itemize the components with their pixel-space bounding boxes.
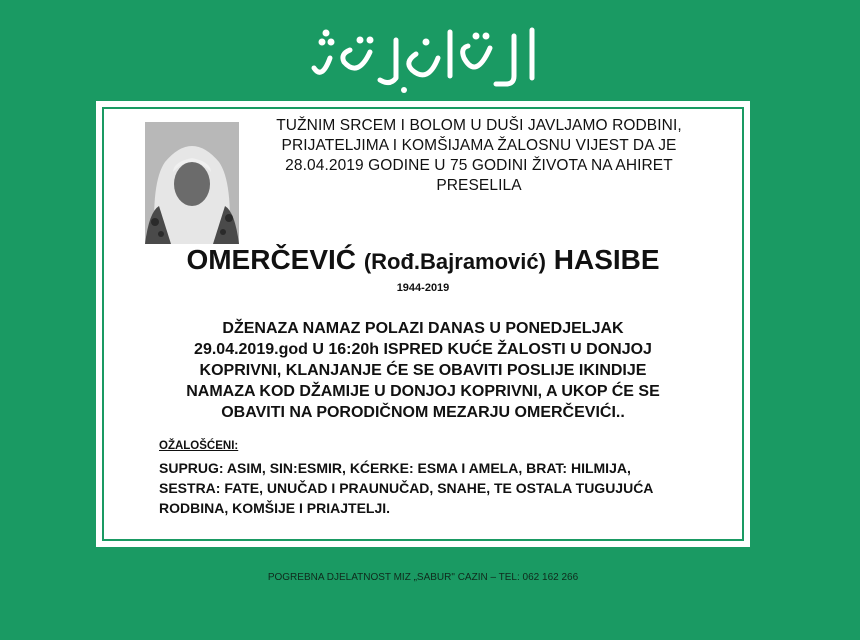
intro-line: 28.04.2019 GODINE U 75 GODINI ŽIVOTA NA AHIRET [285, 157, 673, 174]
mourners-heading: OŽALOŠĆENI: [159, 440, 239, 452]
funeral-details [140, 318, 706, 423]
mourners-list [159, 458, 739, 518]
arabic-calligraphy-logo [300, 18, 560, 96]
mourners-line: RODBINA, KOMŠIJE I PRIAJTELJI. [159, 500, 391, 516]
deceased-maiden-name: (Rođ.Bajramović) [363, 249, 546, 274]
funeral-line: OBAVITI NA PORODIČNOM MEZARJU OMERČEVIĆI.. [221, 404, 625, 421]
funeral-line: DŽENAZA NAMAZ POLAZI DANAS U PONEDJELJAK [222, 320, 624, 337]
life-years: 1944-2019 [396, 282, 450, 294]
intro-line: PRIJATELJIMA I KOMŠIJAMA ŽALOSNU VIJEST DA JE [281, 137, 677, 154]
mourners-line: SUPRUG: ASIM, SIN:ESMIR, KĆERKE: ESMA I AMELA, BRAT: HILMIJA, [159, 460, 631, 476]
intro-line: PRESELILA [436, 177, 522, 194]
deceased-name [96, 244, 750, 276]
intro-text [244, 116, 714, 196]
funeral-line: NAMAZA KOD DŽAMIJE U DONJOJ KOPRIVNI, A UKOP ĆE SE [186, 383, 660, 400]
funeral-line: KOPRIVNI, KLANJANJE ĆE SE OBAVITI POSLIJE IKINDIJE [199, 362, 647, 379]
deceased-given-name: HASIBE [553, 244, 660, 275]
intro-line: TUŽNIM SRCEM I BOLOM U DUŠI JAVLJAMO RODBINI, [276, 117, 682, 134]
deceased-surname: OMERČEVIĆ [186, 244, 357, 275]
mourners-line: SESTRA: FATE, UNUČAD I PRAUNUČAD, SNAHE, TE OSTALA TUGUJUĆA [159, 480, 654, 496]
funeral-home-footer: POGREBNA DJELATNOST MIZ „SABUR" CAZIN – TEL: 062 162 266 [267, 572, 579, 583]
portrait-photo [145, 122, 239, 244]
funeral-line: 29.04.2019.god U 16:20h ISPRED KUĆE ŽALOSTI U DONJOJ [194, 341, 652, 358]
